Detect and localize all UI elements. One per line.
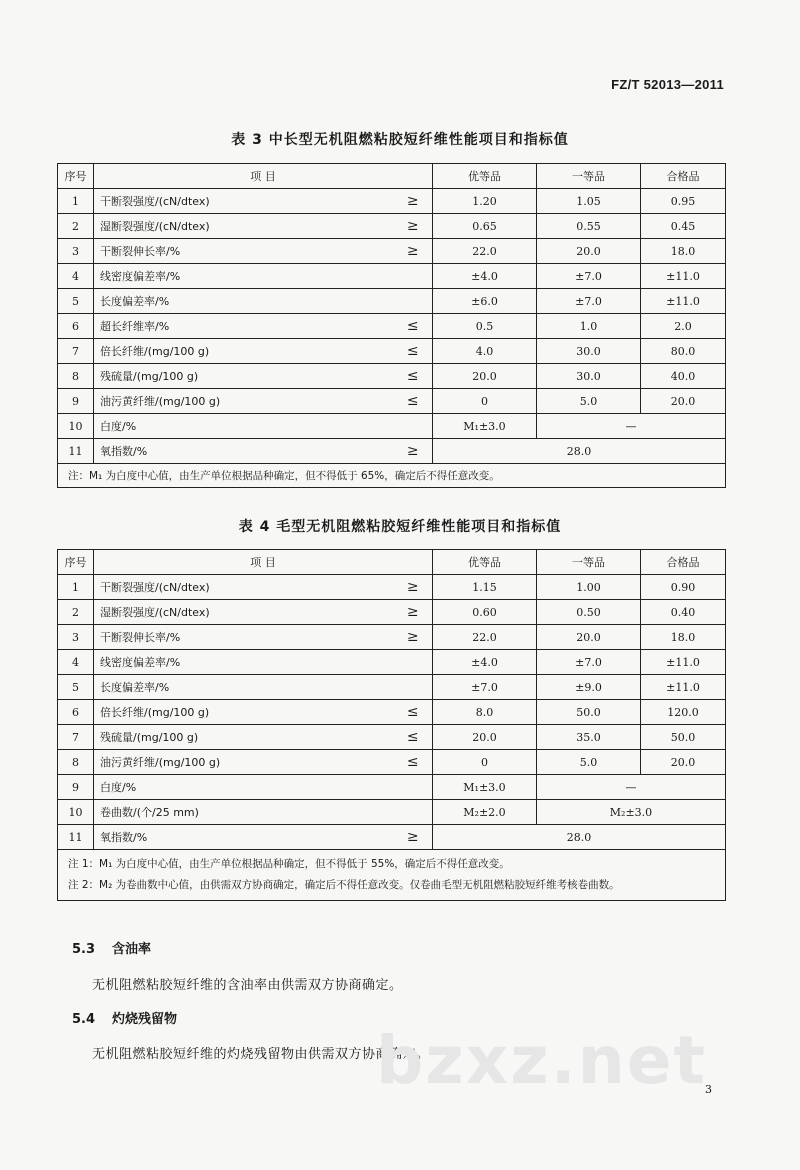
row-grade-premium: 4.0 — [433, 339, 537, 364]
row-no: 5 — [58, 289, 94, 314]
row-grade-premium: 0.65 — [433, 214, 537, 239]
header-item: 项 目 — [94, 550, 433, 575]
row-grade-first: 35.0 — [537, 725, 641, 750]
header-no: 序号 — [58, 550, 94, 575]
row-symbol — [394, 650, 433, 675]
header-grade-qualified: 合格品 — [641, 550, 726, 575]
row-grade-qualified: 0.95 — [641, 189, 726, 214]
table3-title: 表 3 中长型无机阻燃粘胶短纤维性能项目和指标值 — [231, 132, 569, 148]
row-grade-first: 5.0 — [537, 750, 641, 775]
row-symbol — [394, 289, 433, 314]
section-number: 5.4 — [72, 1012, 96, 1027]
row-grade-premium: 0.60 — [433, 600, 537, 625]
table3-note: 注：M₁ 为白度中心值，由生产单位根据品种确定，但不得低于 65%，确定后不得任意改变。 — [58, 464, 726, 488]
row-symbol: ≤ — [394, 364, 433, 389]
row-symbol — [394, 775, 433, 800]
row-grade-qualified: 18.0 — [641, 239, 726, 264]
row-symbol — [394, 414, 433, 439]
row-symbol: ≥ — [394, 239, 433, 264]
row-grade-premium: 22.0 — [433, 239, 537, 264]
row-grade-first: 50.0 — [537, 700, 641, 725]
row-grade-qualified: 50.0 — [641, 725, 726, 750]
table-row — [58, 625, 726, 650]
row-symbol: ≤ — [394, 700, 433, 725]
row-symbol: ≤ — [394, 339, 433, 364]
row-grade-rest: — — [537, 414, 726, 439]
row-no: 6 — [58, 314, 94, 339]
row-no: 10 — [58, 414, 94, 439]
row-grade-qualified: 2.0 — [641, 314, 726, 339]
table-row — [58, 339, 726, 364]
row-item: 氧指数/% — [94, 825, 394, 850]
row-grade-qualified: ±11.0 — [641, 675, 726, 700]
row-grade-qualified: ±11.0 — [641, 650, 726, 675]
table4-note-2: 注 2：M₂ 为卷曲数中心值，由供需双方协商确定，确定后不得任意改变。仅卷曲毛型无机阻燃粘胶短纤维考核卷曲数。 — [68, 879, 620, 891]
header-grade-first: 一等品 — [537, 550, 641, 575]
row-grade-qualified: 20.0 — [641, 389, 726, 414]
row-no: 2 — [58, 600, 94, 625]
row-item: 倍长纤维/(mg/100 g) — [94, 339, 394, 364]
row-item: 超长纤维率/% — [94, 314, 394, 339]
row-grade-premium: M₁±3.0 — [433, 414, 537, 439]
row-no: 7 — [58, 339, 94, 364]
page-number: 3 — [705, 1083, 712, 1096]
row-item: 氧指数/% — [94, 439, 394, 464]
table-row — [58, 675, 726, 700]
row-grade-first: 1.05 — [537, 189, 641, 214]
table-row — [58, 700, 726, 725]
row-symbol: ≥ — [394, 625, 433, 650]
table3 — [57, 163, 726, 488]
row-grade-premium: 8.0 — [433, 700, 537, 725]
table-row — [58, 725, 726, 750]
row-grade-premium: 0 — [433, 750, 537, 775]
row-symbol — [394, 264, 433, 289]
row-item: 干断裂强度/(cN/dtex) — [94, 575, 394, 600]
row-no: 6 — [58, 700, 94, 725]
table3-header-row — [58, 164, 726, 189]
row-grade-first: 20.0 — [537, 625, 641, 650]
row-no: 5 — [58, 675, 94, 700]
table-row — [58, 289, 726, 314]
row-grade-qualified: 18.0 — [641, 625, 726, 650]
row-symbol: ≥ — [394, 189, 433, 214]
table-row — [58, 389, 726, 414]
row-grade-qualified: ±11.0 — [641, 264, 726, 289]
row-item: 倍长纤维/(mg/100 g) — [94, 700, 394, 725]
row-grade-first: 0.50 — [537, 600, 641, 625]
row-symbol: ≥ — [394, 214, 433, 239]
row-grade-premium: 0.5 — [433, 314, 537, 339]
table-row — [58, 825, 726, 850]
row-grade-first: ±7.0 — [537, 264, 641, 289]
row-symbol: ≥ — [394, 575, 433, 600]
table-row — [58, 800, 726, 825]
table-row — [58, 189, 726, 214]
row-grade-first: 20.0 — [537, 239, 641, 264]
row-no: 1 — [58, 575, 94, 600]
row-item: 干断裂伸长率/% — [94, 625, 394, 650]
row-grade-rest: M₂±3.0 — [537, 800, 726, 825]
row-symbol: ≤ — [394, 389, 433, 414]
row-no: 2 — [58, 214, 94, 239]
row-grade-first: ±7.0 — [537, 289, 641, 314]
row-grade-rest: — — [537, 775, 726, 800]
row-grade-first: ±9.0 — [537, 675, 641, 700]
row-grade-premium: ±7.0 — [433, 675, 537, 700]
row-no: 7 — [58, 725, 94, 750]
row-item: 湿断裂强度/(cN/dtex) — [94, 600, 394, 625]
row-symbol: ≥ — [394, 825, 433, 850]
header-item: 项 目 — [94, 164, 433, 189]
row-grade-first: 1.0 — [537, 314, 641, 339]
row-grade-first: 30.0 — [537, 339, 641, 364]
row-grade-premium: 20.0 — [433, 364, 537, 389]
section-5-4-heading — [72, 1008, 177, 1027]
header-no: 序号 — [58, 164, 94, 189]
table4-note-1: 注 1：M₁ 为白度中心值，由生产单位根据品种确定，但不得低于 55%，确定后不得任意改变。 — [68, 858, 510, 870]
table-row — [58, 600, 726, 625]
table-row — [58, 214, 726, 239]
row-symbol: ≤ — [394, 750, 433, 775]
row-no: 4 — [58, 650, 94, 675]
table-note-row — [58, 850, 726, 901]
header-grade-premium: 优等品 — [433, 550, 537, 575]
row-symbol: ≥ — [394, 600, 433, 625]
table-row — [58, 650, 726, 675]
row-no: 9 — [58, 389, 94, 414]
row-item: 长度偏差率/% — [94, 675, 394, 700]
header-grade-first: 一等品 — [537, 164, 641, 189]
row-symbol — [394, 800, 433, 825]
row-grade-all: 28.0 — [433, 439, 726, 464]
row-grade-qualified: 80.0 — [641, 339, 726, 364]
row-grade-all: 28.0 — [433, 825, 726, 850]
watermark: bzxz.net — [376, 1022, 708, 1099]
table-row — [58, 775, 726, 800]
table-row — [58, 414, 726, 439]
row-no: 10 — [58, 800, 94, 825]
row-no: 9 — [58, 775, 94, 800]
row-no: 11 — [58, 825, 94, 850]
table-row — [58, 314, 726, 339]
row-grade-first: 0.55 — [537, 214, 641, 239]
table-row — [58, 264, 726, 289]
table-row — [58, 575, 726, 600]
section-title: 含油率 — [112, 942, 152, 957]
row-no: 8 — [58, 750, 94, 775]
row-grade-qualified: 0.40 — [641, 600, 726, 625]
row-grade-qualified: 120.0 — [641, 700, 726, 725]
row-item: 线密度偏差率/% — [94, 264, 394, 289]
row-item: 白度/% — [94, 775, 394, 800]
table-row — [58, 239, 726, 264]
row-grade-premium: 0 — [433, 389, 537, 414]
row-item: 卷曲数/(个/25 mm) — [94, 800, 394, 825]
header-grade-qualified: 合格品 — [641, 164, 726, 189]
header-grade-premium: 优等品 — [433, 164, 537, 189]
row-grade-first: 5.0 — [537, 389, 641, 414]
row-grade-qualified: ±11.0 — [641, 289, 726, 314]
table3-body — [58, 189, 726, 414]
document-code: FZ/T 52013—2011 — [611, 77, 724, 92]
row-symbol — [394, 675, 433, 700]
row-item: 残硫量/(mg/100 g) — [94, 725, 394, 750]
row-symbol: ≤ — [394, 314, 433, 339]
row-no: 8 — [58, 364, 94, 389]
row-grade-premium: ±6.0 — [433, 289, 537, 314]
table4-title: 表 4 毛型无机阻燃粘胶短纤维性能项目和指标值 — [238, 519, 562, 535]
section-title: 灼烧残留物 — [112, 1012, 178, 1027]
row-no: 11 — [58, 439, 94, 464]
row-grade-qualified: 40.0 — [641, 364, 726, 389]
table-row — [58, 750, 726, 775]
section-5-3-heading — [72, 938, 151, 957]
row-item: 油污黄纤维/(mg/100 g) — [94, 389, 394, 414]
section-number: 5.3 — [72, 942, 96, 957]
row-item: 长度偏差率/% — [94, 289, 394, 314]
row-item: 白度/% — [94, 414, 394, 439]
row-symbol: ≥ — [394, 439, 433, 464]
row-item: 干断裂伸长率/% — [94, 239, 394, 264]
row-no: 3 — [58, 239, 94, 264]
row-item: 干断裂强度/(cN/dtex) — [94, 189, 394, 214]
row-grade-first: 30.0 — [537, 364, 641, 389]
row-grade-premium: M₂±2.0 — [433, 800, 537, 825]
row-no: 1 — [58, 189, 94, 214]
row-grade-premium: ±4.0 — [433, 650, 537, 675]
table4 — [57, 549, 726, 901]
row-item: 残硫量/(mg/100 g) — [94, 364, 394, 389]
row-grade-qualified: 0.90 — [641, 575, 726, 600]
row-grade-premium: 20.0 — [433, 725, 537, 750]
row-grade-first: 1.00 — [537, 575, 641, 600]
row-grade-premium: 22.0 — [433, 625, 537, 650]
row-no: 4 — [58, 264, 94, 289]
table-row — [58, 364, 726, 389]
row-grade-premium: 1.20 — [433, 189, 537, 214]
table4-header-row — [58, 550, 726, 575]
row-item: 线密度偏差率/% — [94, 650, 394, 675]
row-no: 3 — [58, 625, 94, 650]
row-grade-qualified: 0.45 — [641, 214, 726, 239]
section-5-4-text: 无机阻燃粘胶短纤维的灼烧残留物由供需双方协商确定。 — [92, 1047, 430, 1062]
row-item: 湿断裂强度/(cN/dtex) — [94, 214, 394, 239]
table-row — [58, 439, 726, 464]
table4-notes — [58, 850, 726, 901]
row-grade-premium: M₁±3.0 — [433, 775, 537, 800]
table4-body — [58, 575, 726, 775]
row-grade-premium: 1.15 — [433, 575, 537, 600]
row-item: 油污黄纤维/(mg/100 g) — [94, 750, 394, 775]
row-symbol: ≤ — [394, 725, 433, 750]
row-grade-premium: ±4.0 — [433, 264, 537, 289]
row-grade-qualified: 20.0 — [641, 750, 726, 775]
row-grade-first: ±7.0 — [537, 650, 641, 675]
section-5-3-text: 无机阻燃粘胶短纤维的含油率由供需双方协商确定。 — [92, 978, 403, 993]
table-note-row — [58, 464, 726, 488]
